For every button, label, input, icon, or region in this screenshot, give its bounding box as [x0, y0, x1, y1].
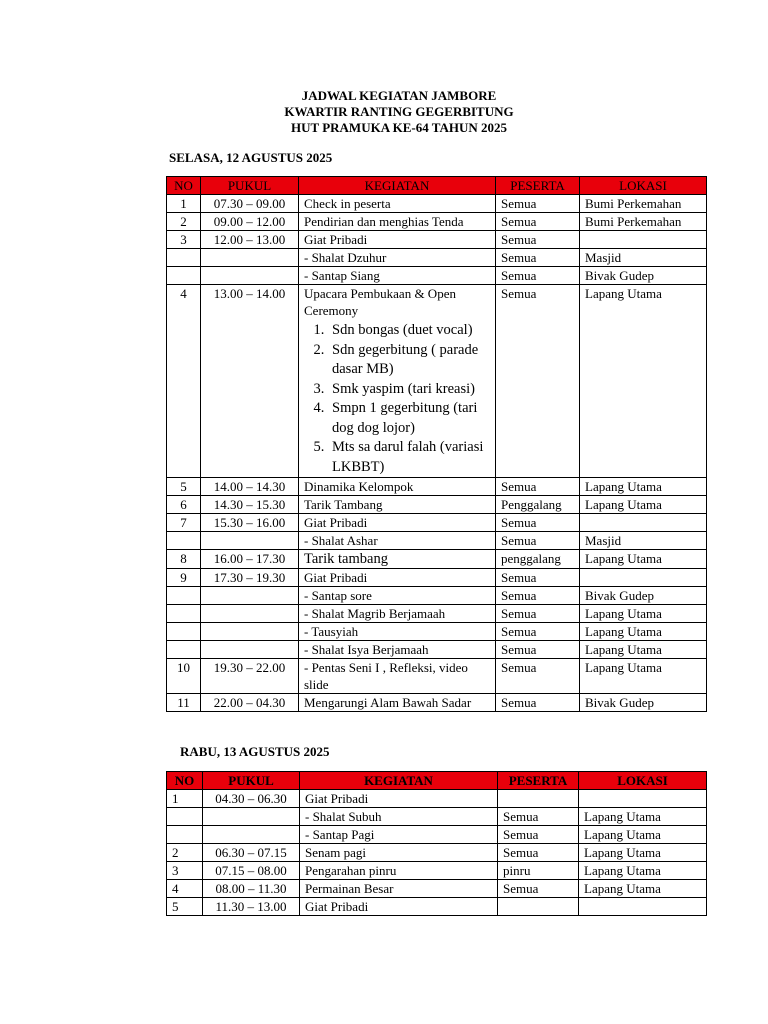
row-number: 6: [167, 496, 201, 514]
activity-text: - Shalat Subuh: [305, 809, 382, 824]
column-header-pukul: PUKUL: [201, 177, 299, 195]
row-activity: [299, 550, 496, 569]
row-activity: [299, 659, 496, 694]
row-activity: [299, 285, 496, 478]
row-participants: pinru: [498, 862, 579, 880]
row-activity: [300, 790, 498, 808]
row-number: 2: [167, 213, 201, 231]
row-activity: [299, 249, 496, 267]
row-time: [201, 532, 299, 550]
row-time: [201, 249, 299, 267]
column-header-kegiatan: KEGIATAN: [300, 772, 498, 790]
row-participants: Semua: [498, 808, 579, 826]
activity-text: Permainan Besar: [305, 881, 394, 896]
row-location: [579, 898, 707, 916]
row-participants: Semua: [498, 826, 579, 844]
row-location: Masjid: [580, 532, 707, 550]
row-time: 17.30 – 19.30: [201, 569, 299, 587]
row-number: 7: [167, 514, 201, 532]
row-time: [203, 808, 300, 826]
activity-text: - Tausyiah: [304, 624, 359, 639]
row-time: 16.00 – 17.30: [201, 550, 299, 569]
row-participants: Semua: [498, 844, 579, 862]
row-time: 19.30 – 22.00: [201, 659, 299, 694]
row-participants: Semua: [496, 514, 580, 532]
table-row: [167, 862, 707, 880]
header-row: [167, 772, 707, 790]
activity-text: Check in peserta: [304, 196, 391, 211]
doc-title-line-2: KWARTIR RANTING GEGERBITUNG: [284, 104, 514, 119]
table-row: [167, 195, 707, 213]
row-activity: [299, 478, 496, 496]
activity-text: - Shalat Dzuhur: [304, 250, 387, 265]
row-number: [167, 267, 201, 285]
table-row: [167, 844, 707, 862]
activity-text: - Santap Pagi: [305, 827, 375, 842]
row-location: Bumi Perkemahan: [580, 195, 707, 213]
row-participants: Semua: [496, 641, 580, 659]
table-row: [167, 808, 707, 826]
activity-text: Pendirian dan menghias Tenda: [304, 214, 464, 229]
activity-text: Dinamika Kelompok: [304, 479, 414, 494]
row-activity: [300, 844, 498, 862]
activity-text: - Pentas Seni I , Refleksi, video slide: [304, 660, 468, 692]
day1-heading: SELASA, 12 AGUSTUS 2025: [169, 150, 333, 165]
row-participants: Semua: [496, 478, 580, 496]
column-header-peserta: PESERTA: [496, 177, 580, 195]
table-row: [167, 285, 707, 478]
table-row: [167, 569, 707, 587]
row-activity: [299, 532, 496, 550]
row-activity: [300, 808, 498, 826]
table-row: [167, 478, 707, 496]
column-header-lokasi: LOKASI: [580, 177, 707, 195]
row-number: 4: [167, 880, 203, 898]
row-location: Lapang Utama: [579, 826, 707, 844]
activity-text: - Shalat Isya Berjamaah: [304, 642, 429, 657]
column-header-pukul: PUKUL: [203, 772, 300, 790]
row-time: [201, 605, 299, 623]
row-number: 4: [167, 285, 201, 478]
row-time: 11.30 – 13.00: [203, 898, 300, 916]
row-location: Bivak Gudep: [580, 694, 707, 712]
row-activity: [299, 514, 496, 532]
activity-text: Giat Pribadi: [304, 515, 368, 530]
row-participants: Semua: [496, 213, 580, 231]
row-activity: [299, 641, 496, 659]
row-participants: Semua: [496, 249, 580, 267]
row-time: 07.30 – 09.00: [201, 195, 299, 213]
row-number: 3: [167, 862, 203, 880]
row-time: 09.00 – 12.00: [201, 213, 299, 231]
row-location: [580, 514, 707, 532]
table-row: [167, 659, 707, 694]
row-time: [201, 267, 299, 285]
table-row: [167, 514, 707, 532]
row-activity: [299, 694, 496, 712]
row-number: [167, 587, 201, 605]
row-time: 13.00 – 14.00: [201, 285, 299, 478]
table-row: [167, 267, 707, 285]
performance-item: 2. Sdn gegerbitung ( parade dasar MB): [328, 341, 490, 380]
column-header-lokasi: LOKASI: [579, 772, 707, 790]
activity-text: - Shalat Ashar: [304, 533, 378, 548]
row-activity: [299, 231, 496, 249]
row-participants: Semua: [498, 880, 579, 898]
row-participants: Penggalang: [496, 496, 580, 514]
table-row: [167, 231, 707, 249]
row-time: 07.15 – 08.00: [203, 862, 300, 880]
row-location: [579, 790, 707, 808]
table-row: [167, 496, 707, 514]
activity-text: - Santap sore: [304, 588, 372, 603]
row-location: Lapang Utama: [580, 496, 707, 514]
performance-item: 4. Smpn 1 gegerbitung (tari dog dog lojor): [328, 399, 490, 438]
row-time: [201, 587, 299, 605]
row-number: [167, 605, 201, 623]
column-header-no: NO: [167, 772, 203, 790]
row-time: 06.30 – 07.15: [203, 844, 300, 862]
activity-text: Giat Pribadi: [305, 791, 369, 806]
table-row: [167, 213, 707, 231]
row-number: [167, 826, 203, 844]
row-number: [167, 532, 201, 550]
row-time: [203, 826, 300, 844]
row-location: Lapang Utama: [580, 659, 707, 694]
row-number: 5: [167, 478, 201, 496]
row-participants: Semua: [496, 231, 580, 249]
row-location: Lapang Utama: [580, 478, 707, 496]
row-participants: [498, 898, 579, 916]
table-row: [167, 249, 707, 267]
row-participants: Semua: [496, 195, 580, 213]
row-number: 2: [167, 844, 203, 862]
table-row: [167, 641, 707, 659]
row-location: Lapang Utama: [579, 880, 707, 898]
row-time: 08.00 – 11.30: [203, 880, 300, 898]
table-row: [167, 587, 707, 605]
row-time: [201, 641, 299, 659]
row-location: Lapang Utama: [580, 550, 707, 569]
table-row: [167, 550, 707, 569]
schedule-table-day1: [166, 176, 707, 712]
activity-text: Senam pagi: [305, 845, 367, 860]
row-number: [167, 808, 203, 826]
performance-list: [304, 321, 490, 477]
activity-text: - Shalat Magrib Berjamaah: [304, 606, 446, 621]
row-activity: [299, 195, 496, 213]
row-location: Masjid: [580, 249, 707, 267]
table-row: [167, 790, 707, 808]
row-location: Lapang Utama: [580, 605, 707, 623]
row-participants: Semua: [496, 659, 580, 694]
row-number: 1: [167, 790, 203, 808]
table-row: [167, 694, 707, 712]
row-location: Bivak Gudep: [580, 587, 707, 605]
header-row: [167, 177, 707, 195]
table-row: [167, 532, 707, 550]
row-number: 8: [167, 550, 201, 569]
column-header-kegiatan: KEGIATAN: [299, 177, 496, 195]
row-number: 9: [167, 569, 201, 587]
row-participants: Semua: [496, 605, 580, 623]
row-participants: Semua: [496, 569, 580, 587]
row-activity: [299, 213, 496, 231]
row-participants: Semua: [496, 587, 580, 605]
row-location: Lapang Utama: [580, 285, 707, 478]
row-number: [167, 641, 201, 659]
row-location: [580, 569, 707, 587]
row-number: 5: [167, 898, 203, 916]
row-activity: [299, 496, 496, 514]
row-location: Bivak Gudep: [580, 267, 707, 285]
activity-text: Giat Pribadi: [304, 570, 368, 585]
row-location: Lapang Utama: [579, 844, 707, 862]
row-number: [167, 623, 201, 641]
row-participants: Semua: [496, 623, 580, 641]
activity-text: Giat Pribadi: [304, 232, 368, 247]
performance-item: 3. Smk yaspim (tari kreasi): [328, 380, 490, 400]
row-number: 1: [167, 195, 201, 213]
activity-text: - Santap Siang: [304, 268, 380, 283]
row-activity: [299, 623, 496, 641]
column-header-peserta: PESERTA: [498, 772, 579, 790]
activity-text: Tarik tambang: [304, 551, 388, 567]
activity-text: Tarik Tambang: [304, 497, 383, 512]
performance-item: 5. Mts sa darul falah (variasi LKBBT): [328, 438, 490, 477]
column-header-no: NO: [167, 177, 201, 195]
table-row: [167, 826, 707, 844]
row-activity: [300, 862, 498, 880]
row-activity: [300, 898, 498, 916]
row-number: 10: [167, 659, 201, 694]
row-location: Lapang Utama: [580, 623, 707, 641]
row-activity: [300, 826, 498, 844]
row-time: 12.00 – 13.00: [201, 231, 299, 249]
row-activity: [300, 880, 498, 898]
activity-text: Pengarahan pinru: [305, 863, 397, 878]
activity-text: Upacara Pembukaan & Open Ceremony: [304, 286, 456, 318]
row-number: [167, 249, 201, 267]
row-participants: Semua: [496, 532, 580, 550]
row-location: Lapang Utama: [580, 641, 707, 659]
row-time: 14.00 – 14.30: [201, 478, 299, 496]
row-participants: Semua: [496, 267, 580, 285]
table-row: [167, 605, 707, 623]
doc-title-line-1: JADWAL KEGIATAN JAMBORE: [301, 88, 497, 103]
row-activity: [299, 605, 496, 623]
table-row: [167, 898, 707, 916]
table-row: [167, 623, 707, 641]
row-time: 15.30 – 16.00: [201, 514, 299, 532]
row-activity: [299, 587, 496, 605]
row-activity: [299, 267, 496, 285]
activity-text: Mengarungi Alam Bawah Sadar: [304, 695, 472, 710]
row-participants: [498, 790, 579, 808]
row-time: 04.30 – 06.30: [203, 790, 300, 808]
day2-heading: RABU, 13 AGUSTUS 2025: [180, 744, 330, 759]
row-location: [580, 231, 707, 249]
row-number: 11: [167, 694, 201, 712]
row-location: Bumi Perkemahan: [580, 213, 707, 231]
activity-text: Giat Pribadi: [305, 899, 369, 914]
row-time: 14.30 – 15.30: [201, 496, 299, 514]
row-location: Lapang Utama: [579, 808, 707, 826]
row-participants: Semua: [496, 694, 580, 712]
performance-item: 1. Sdn bongas (duet vocal): [328, 321, 490, 341]
row-location: Lapang Utama: [579, 862, 707, 880]
schedule-table-day2: [166, 771, 707, 916]
row-time: [201, 623, 299, 641]
row-time: 22.00 – 04.30: [201, 694, 299, 712]
row-activity: [299, 569, 496, 587]
doc-title-line-3: HUT PRAMUKA KE-64 TAHUN 2025: [291, 120, 507, 135]
row-participants: Semua: [496, 285, 580, 478]
table-row: [167, 880, 707, 898]
row-number: 3: [167, 231, 201, 249]
row-participants: penggalang: [496, 550, 580, 569]
